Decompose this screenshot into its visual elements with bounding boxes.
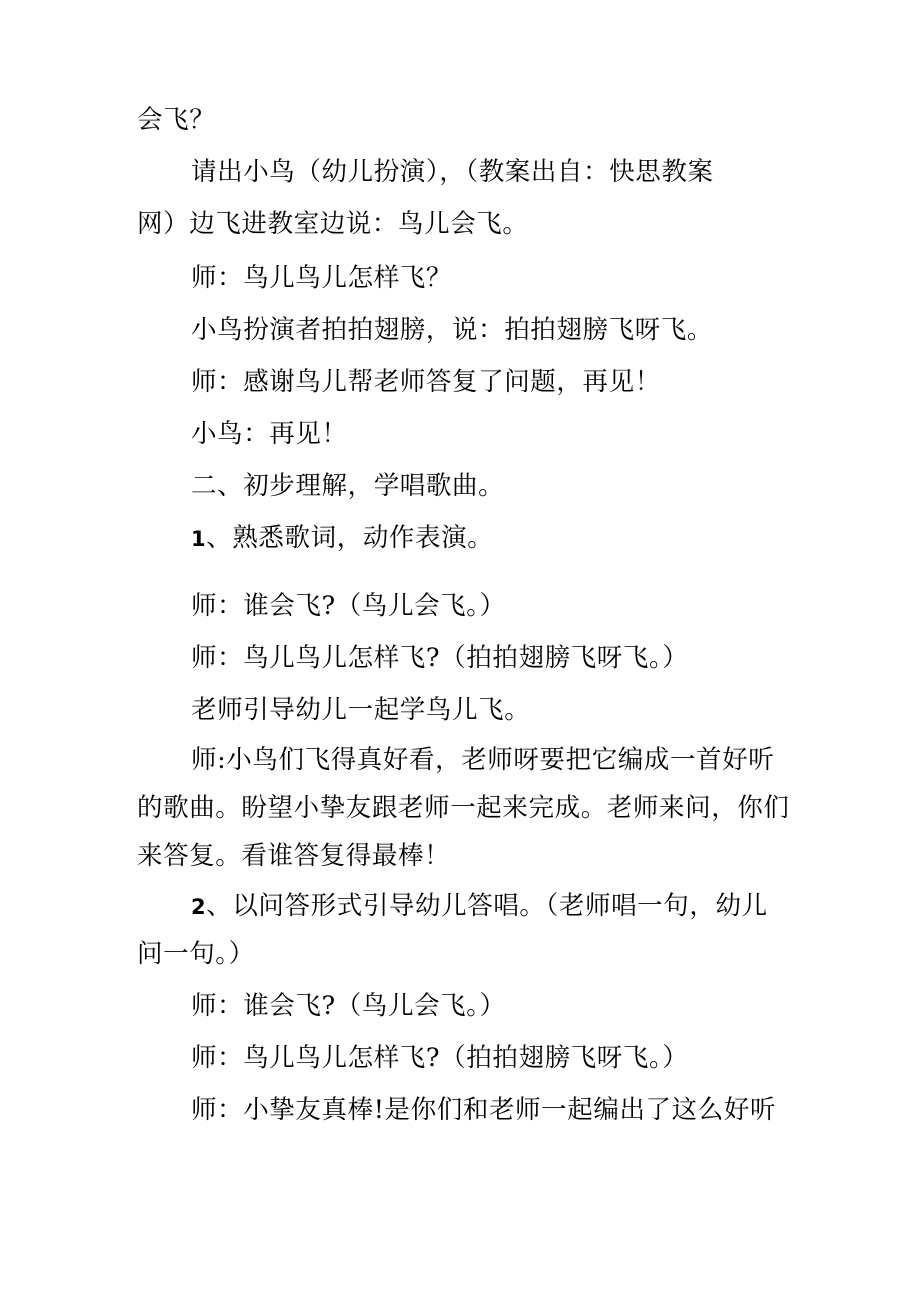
text-line-10: 师：谁会飞?（鸟儿会飞。） <box>191 591 506 621</box>
text-line-12: 老师引导幼儿一起学鸟儿飞。 <box>191 695 531 725</box>
text-line-11: 师：鸟儿鸟儿怎样飞?（拍拍翅膀飞呀飞。） <box>191 643 689 673</box>
list-number: 2 <box>191 895 207 919</box>
text-line-19: 师：鸟儿鸟儿怎样飞?（拍拍翅膀飞呀飞。） <box>191 1043 689 1073</box>
text-line-17: 问一句。） <box>137 939 255 969</box>
text-line-9 <box>191 520 920 557</box>
text-line-5: 小鸟扮演者拍拍翅膀，说：拍拍翅膀飞呀飞。 <box>191 315 714 345</box>
list-item-text: 、以问答形式引导幼儿答唱。（老师唱一句，幼儿 <box>206 891 768 921</box>
list-item-text: 、熟悉歌词，动作表演。 <box>206 523 494 553</box>
text-line-14: 的歌曲。盼望小挚友跟老师一起来完成。老师来问，你们 <box>137 793 790 823</box>
text-line-18: 师：谁会飞?（鸟儿会飞。） <box>191 991 506 1021</box>
text-line-6: 师：感谢鸟儿帮老师答复了问题，再见！ <box>191 367 661 397</box>
text-line-15: 来答复。看谁答复得最棒！ <box>137 841 451 871</box>
text-line-1: 会飞？ <box>137 105 216 135</box>
text-line-3: 网）边飞进教室边说：鸟儿会飞。 <box>137 209 529 239</box>
text-line-4: 师：鸟儿鸟儿怎样飞？ <box>191 263 453 293</box>
list-number: 1 <box>191 527 207 551</box>
text-line-8: 二、初步理解，学唱歌曲。 <box>191 471 505 501</box>
text-line-2: 请出小鸟（幼儿扮演），（教案出自：快思教案 <box>191 157 714 187</box>
text-line-16 <box>191 888 920 925</box>
text-line-20: 师：小挚友真棒!是你们和老师一起编出了这么好听 <box>191 1095 777 1125</box>
text-line-7: 小鸟：再见！ <box>191 419 348 449</box>
text-line-13: 师:小鸟们飞得真好看，老师呀要把它编成一首好听 <box>191 745 775 775</box>
